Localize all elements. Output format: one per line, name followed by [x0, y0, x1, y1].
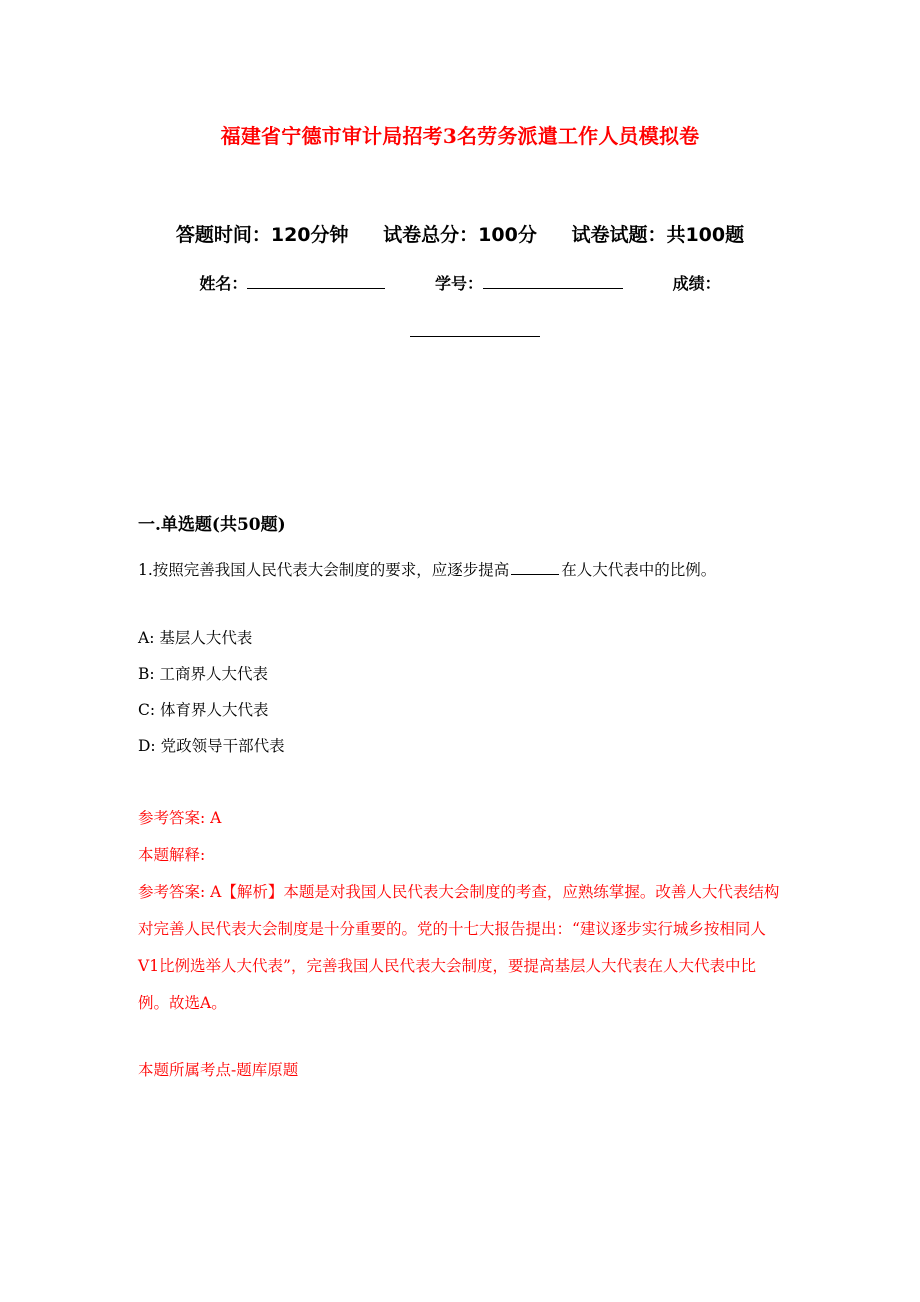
exam-question-count: 试卷试题：共100题: [571, 224, 745, 246]
student-id-label: 学号：: [434, 274, 483, 293]
question-stem: [138, 552, 783, 588]
option-a: A: 基层人大代表: [138, 629, 253, 647]
student-id-blank: [483, 274, 623, 289]
name-field: [199, 271, 385, 294]
question-blank: [511, 560, 559, 575]
score-blank: [410, 324, 540, 337]
question-stem-before: 1.按照完善我国人民代表大会制度的要求，应逐步提高: [138, 561, 510, 579]
score-field: [673, 271, 721, 294]
explanation-label: 本题解释:: [138, 846, 206, 864]
question-stem-after: 在人大代表中的比例。: [561, 561, 717, 579]
option-d: D: 党政领导干部代表: [138, 737, 285, 755]
exam-time: 答题时间：120分钟: [175, 224, 349, 246]
name-blank: [247, 274, 385, 289]
name-label: 姓名：: [199, 274, 248, 293]
exam-total-score: 试卷总分：100分: [383, 224, 537, 246]
knowledge-point: 本题所属考点-题库原题: [138, 1061, 299, 1079]
option-c: C: 体育界人大代表: [138, 701, 269, 719]
option-b: B: 工商界人大代表: [138, 665, 269, 683]
score-label: 成绩：: [672, 274, 721, 293]
student-id-field: [435, 271, 623, 294]
section-title: 一.单选题(共50题): [138, 515, 286, 535]
exam-meta: [0, 220, 920, 247]
explanation-text: 参考答案: A【解析】本题是对我国人民代表大会制度的考查，应熟练掌握。改善人大代表结构对完善人民代表大会制度是十分重要的。党的十七大报告提出：“建议逐步实行城乡按相同人V1比例选举人大代表”，完善我国人民代表大会制度，要提高基层人大代表在人大代表中比例。故选A。: [138, 883, 780, 1012]
reference-answer: 参考答案: A: [138, 809, 222, 827]
exam-title: 福建省宁德市审计局招考3名劳务派遣工作人员模拟卷: [220, 124, 700, 148]
student-info-line: [0, 271, 920, 294]
